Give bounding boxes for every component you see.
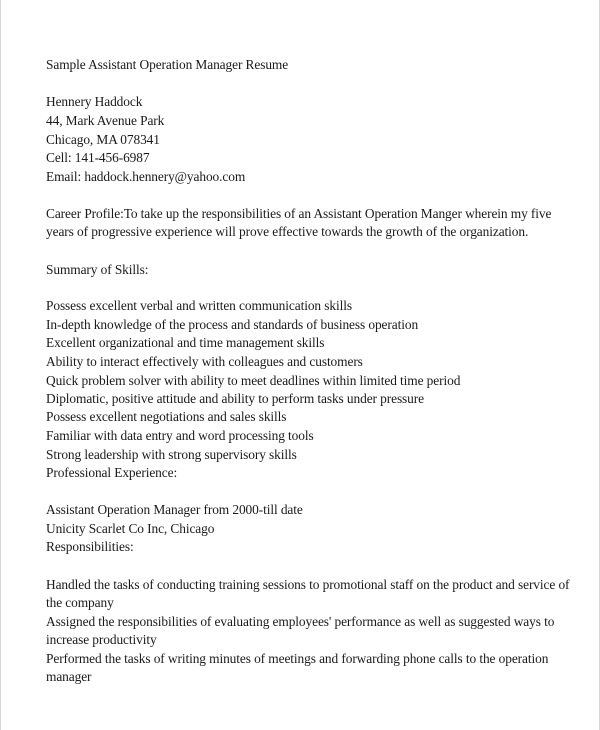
career-profile-line1: Career Profile:To take up the responsibilities of an Assistant Operation Manger wherein my five [46, 206, 552, 221]
contact-email: Email: haddock.hennery@yahoo.com [46, 169, 246, 184]
skills-heading: Summary of Skills: [46, 262, 149, 277]
responsibility-line: Assigned the responsibilities of evaluating employees' performance as well as suggested ways to [46, 614, 555, 629]
responsibility-line: manager [46, 669, 92, 684]
skill-item: Ability to interact effectively with colleagues and customers [46, 354, 363, 369]
skill-item: In-depth knowledge of the process and standards of business operation [46, 317, 419, 332]
contact-address-line2: Chicago, MA 078341 [46, 132, 160, 147]
responsibility-line: Handled the tasks of conducting training sessions to promotional staff on the product and service of [46, 577, 570, 592]
responsibility-line: the company [46, 595, 114, 610]
contact-cell: Cell: 141-456-6987 [46, 150, 150, 165]
document-title: Sample Assistant Operation Manager Resume [46, 57, 289, 72]
experience-company: Unicity Scarlet Co Inc, Chicago [46, 521, 215, 536]
responsibility-line: Performed the tasks of writing minutes of meetings and forwarding phone calls to the operation [46, 651, 549, 666]
skill-item: Possess excellent verbal and written communication skills [46, 298, 352, 313]
skill-item: Quick problem solver with ability to meet deadlines within limited time period [46, 373, 461, 388]
contact-address-line1: 44, Mark Avenue Park [46, 113, 165, 128]
experience-position: Assistant Operation Manager from 2000-till date [46, 502, 303, 517]
skill-item: Excellent organizational and time management skills [46, 335, 325, 350]
skill-item: Familiar with data entry and word processing tools [46, 428, 314, 443]
skill-item: Diplomatic, positive attitude and ability to perform tasks under pressure [46, 391, 424, 406]
responsibility-line: increase productivity [46, 632, 157, 647]
skill-item: Possess excellent negotiations and sales skills [46, 409, 287, 424]
contact-name: Hennery Haddock [46, 94, 143, 109]
career-profile-line2: years of progressive experience will prove effective towards the growth of the organization. [46, 224, 529, 239]
experience-heading: Professional Experience: [46, 465, 178, 480]
responsibilities-heading: Responsibilities: [46, 539, 134, 554]
skill-item: Strong leadership with strong supervisory skills [46, 447, 297, 462]
